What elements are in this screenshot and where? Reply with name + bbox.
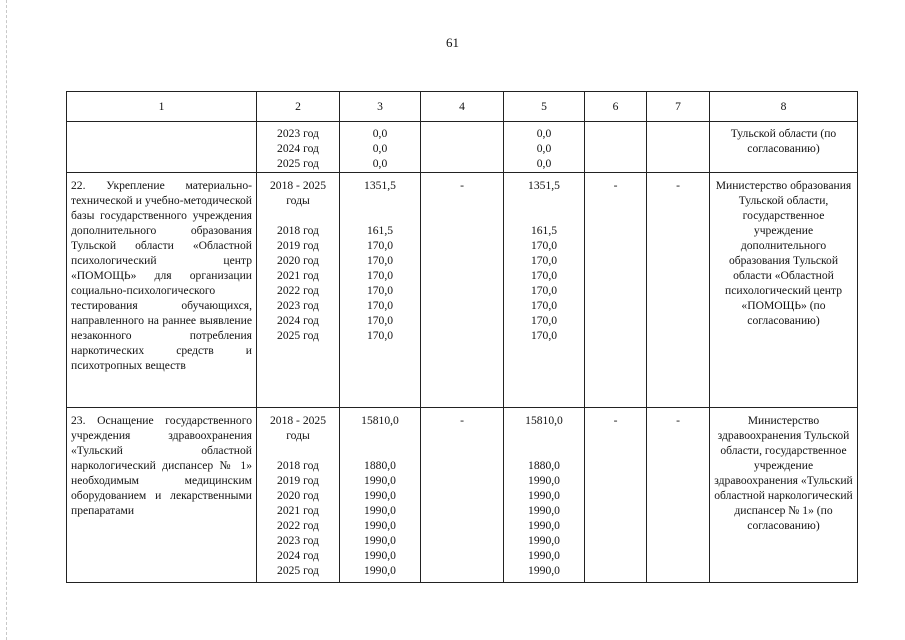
year-cell: 2023 год bbox=[277, 299, 319, 312]
row-responsible: Тульской области (по согласованию) bbox=[710, 122, 858, 173]
program-table bbox=[66, 91, 858, 583]
header-col-5: 5 bbox=[504, 92, 585, 122]
value-cell: 1990,0 bbox=[528, 549, 560, 562]
value-cell: 170,0 bbox=[366, 239, 394, 252]
header-col-7: 7 bbox=[647, 92, 710, 122]
value-cell: 170,0 bbox=[530, 314, 558, 327]
value-cell: 1990,0 bbox=[364, 534, 396, 547]
table-row bbox=[67, 408, 858, 583]
year-cell: 2019 год bbox=[277, 239, 319, 252]
value-cell: 170,0 bbox=[366, 314, 394, 327]
year-cell: 2023 год bbox=[277, 127, 319, 140]
year-cell: 2018 год bbox=[277, 459, 319, 472]
value-cell: 1880,0 bbox=[528, 459, 560, 472]
header-col-1: 1 bbox=[67, 92, 257, 122]
value-cell: 0,0 bbox=[372, 142, 388, 155]
value-cell: 1880,0 bbox=[364, 459, 396, 472]
table-row bbox=[67, 173, 858, 408]
value-cell: 170,0 bbox=[530, 299, 558, 312]
value-cell: 0,0 bbox=[372, 157, 388, 170]
year-cell: 2024 год bbox=[277, 314, 319, 327]
value-cell: 0,0 bbox=[536, 142, 552, 155]
value-cell: 0,0 bbox=[372, 127, 388, 140]
header-col-4: 4 bbox=[421, 92, 504, 122]
header-col-3: 3 bbox=[340, 92, 421, 122]
row-col3 bbox=[340, 173, 421, 408]
year-cell: 2020 год bbox=[277, 489, 319, 502]
row-col3 bbox=[340, 408, 421, 583]
header-col-6: 6 bbox=[585, 92, 647, 122]
value-cell: 1990,0 bbox=[364, 564, 396, 577]
value-cell: 1990,0 bbox=[528, 534, 560, 547]
row-years bbox=[257, 122, 340, 173]
value-cell: 1990,0 bbox=[364, 474, 396, 487]
value-cell: 170,0 bbox=[366, 284, 394, 297]
row-col5 bbox=[504, 408, 585, 583]
row-name: 22. Укрепление материально-технической и учебно-методической базы государственного учреждения дополнительного образования Тульской области «Областной психологический центр «ПОМОЩЬ» для организации социально-психологического тестирования обучающихся, направленного на раннее выявление незаконного потребления наркотических средств и психотропных веществ bbox=[67, 173, 257, 408]
row-col3 bbox=[340, 122, 421, 173]
row-col6: - bbox=[585, 408, 647, 583]
page-number: 61 bbox=[446, 35, 459, 50]
row-years bbox=[257, 173, 340, 408]
value-cell: 170,0 bbox=[530, 284, 558, 297]
value-cell: 1990,0 bbox=[364, 504, 396, 517]
row-col5 bbox=[504, 122, 585, 173]
year-cell: 2024 год bbox=[277, 549, 319, 562]
value-cell: 170,0 bbox=[366, 269, 394, 282]
row-name bbox=[67, 122, 257, 173]
value-cell: 170,0 bbox=[530, 269, 558, 282]
row-col4 bbox=[421, 122, 504, 173]
value-cell: 170,0 bbox=[366, 299, 394, 312]
value-cell: 161,5 bbox=[366, 224, 394, 237]
row-years bbox=[257, 408, 340, 583]
row-name: 23. Оснащение государственного учреждения здравоохранения «Тульский областной наркологический диспансер № 1» необходимым медицинским оборудованием и лекарственными препаратами bbox=[67, 408, 257, 583]
row-col4: - bbox=[421, 173, 504, 408]
value-cell: 161,5 bbox=[530, 224, 558, 237]
value-cell: 170,0 bbox=[530, 329, 558, 342]
value-cell: 1990,0 bbox=[364, 549, 396, 562]
value-cell: 1990,0 bbox=[364, 489, 396, 502]
year-cell: 2023 год bbox=[277, 534, 319, 547]
value-cell: 1990,0 bbox=[528, 489, 560, 502]
year-cell: 2025 год bbox=[277, 157, 319, 170]
year-cell: 2025 год bbox=[277, 329, 319, 342]
row-col7 bbox=[647, 122, 710, 173]
value-cell: 1990,0 bbox=[364, 519, 396, 532]
row-responsible: Министерство здравоохранения Тульской области, государственное учреждение здравоохранения «Тульский областной наркологический диспансер № 1» (по согласованию) bbox=[710, 408, 858, 583]
page-margin-line bbox=[6, 0, 7, 640]
header-col-2: 2 bbox=[257, 92, 340, 122]
total-cell: 1351,5 bbox=[364, 179, 396, 192]
row-col4: - bbox=[421, 408, 504, 583]
header-col-8: 8 bbox=[710, 92, 858, 122]
table-row bbox=[67, 122, 858, 173]
year-cell: 2022 год bbox=[277, 519, 319, 532]
total-cell: 1351,5 bbox=[528, 179, 560, 192]
year-cell: 2022 год bbox=[277, 284, 319, 297]
value-cell: 1990,0 bbox=[528, 504, 560, 517]
value-cell: 0,0 bbox=[536, 127, 552, 140]
value-cell: 0,0 bbox=[536, 157, 552, 170]
value-cell: 170,0 bbox=[366, 329, 394, 342]
year-cell: 2018 год bbox=[277, 224, 319, 237]
value-cell: 1990,0 bbox=[528, 519, 560, 532]
value-cell: 1990,0 bbox=[528, 564, 560, 577]
row-col7: - bbox=[647, 173, 710, 408]
period-cell: 2018 - 2025 годы bbox=[269, 414, 327, 442]
value-cell: 170,0 bbox=[530, 254, 558, 267]
year-cell: 2021 год bbox=[277, 269, 319, 282]
year-cell: 2020 год bbox=[277, 254, 319, 267]
year-cell: 2019 год bbox=[277, 474, 319, 487]
year-cell: 2025 год bbox=[277, 564, 319, 577]
value-cell: 170,0 bbox=[366, 254, 394, 267]
period-cell: 2018 - 2025 годы bbox=[269, 179, 327, 207]
year-cell: 2021 год bbox=[277, 504, 319, 517]
value-cell: 170,0 bbox=[530, 239, 558, 252]
table-header-row bbox=[67, 92, 858, 122]
value-cell: 1990,0 bbox=[528, 474, 560, 487]
row-col7: - bbox=[647, 408, 710, 583]
row-col6: - bbox=[585, 173, 647, 408]
row-col6 bbox=[585, 122, 647, 173]
total-cell: 15810,0 bbox=[525, 414, 563, 427]
row-col5 bbox=[504, 173, 585, 408]
year-cell: 2024 год bbox=[277, 142, 319, 155]
row-responsible: Министерство образования Тульской области, государственное учреждение дополнительного образования Тульской области «Областной психологический центр «ПОМОЩЬ» (по согласованию) bbox=[710, 173, 858, 408]
total-cell: 15810,0 bbox=[361, 414, 399, 427]
